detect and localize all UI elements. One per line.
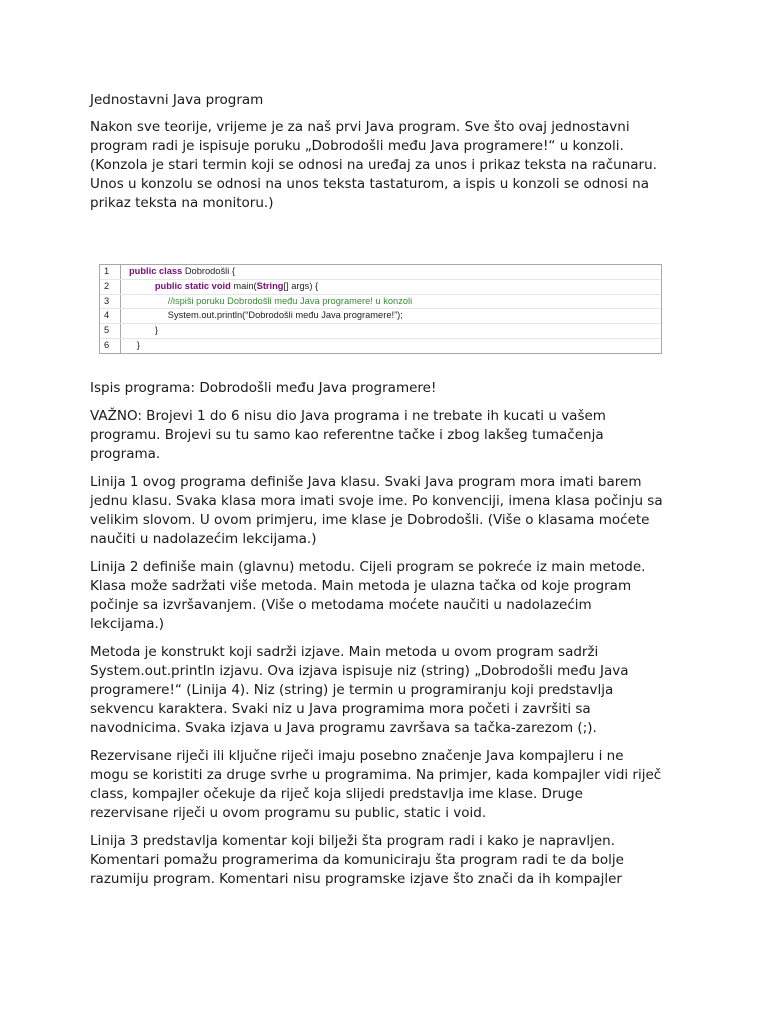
text-line: programa. bbox=[90, 445, 161, 462]
intro-line: program radi je ispisuje poruku „Dobrodošli među Java programere!“ u konzoli. bbox=[90, 138, 624, 154]
text-line: programere!“ (Linija 4). Niz (string) je termin u programiranju koji predstavlja bbox=[90, 681, 614, 698]
keyword: public static void bbox=[154, 280, 231, 291]
intro-line: prikaz teksta na monitoru.) bbox=[90, 195, 274, 211]
text-line: Komentari pomažu programerima da komuniciraju šta program radi te da bolje bbox=[90, 851, 624, 868]
text-line: razumiju program. Komentari nisu programske izjave što znači da ih kompajler bbox=[90, 870, 622, 887]
code-text: System.out.println(“Dobrodošli među Java programere!”); bbox=[167, 310, 403, 321]
intro-line: (Konzola je stari termin koji se odnosi na uređaj za unos i prikaz teksta na računaru. bbox=[90, 157, 657, 173]
line-number: 6 bbox=[100, 339, 121, 353]
text-line: System.out.println izjavu. Ova izjava ispisuje niz (string) „Dobrodošli među Java bbox=[90, 662, 629, 679]
line-number: 5 bbox=[100, 324, 121, 338]
text-line: mogu se koristiti za druge svrhe u programima. Na primjer, kada kompajler vidi riječ bbox=[90, 766, 662, 783]
intro-paragraph bbox=[90, 118, 690, 213]
line-number: 2 bbox=[100, 280, 121, 294]
text-line: class, kompajler očekuje da riječ koja slijedi predstavlja ime klase. Druge bbox=[90, 785, 583, 802]
paragraph-keywords bbox=[90, 747, 690, 823]
text-line: Metoda je konstrukt koji sadrži izjave. Main metoda u ovom program sadrži bbox=[90, 643, 599, 660]
text-line: navodnicima. Svaka izjava u Java programu završava sa tačka-zarezom (;). bbox=[90, 719, 597, 736]
text-line: počinje sa izvršavanjem. (Više o metodama moćete naučiti u nadolazećim bbox=[90, 596, 592, 613]
code-line bbox=[100, 309, 661, 324]
code-comment: //ispiši poruku Dobrodošli među Java programere! u konzoli bbox=[167, 295, 413, 306]
keyword: String bbox=[256, 280, 284, 291]
text-line: Linija 1 ovog programa definiše Java klasu. Svaki Java program mora imati barem bbox=[90, 473, 642, 490]
text-line: Linija 2 definiše main (glavnu) metodu. Cijeli program se pokreće iz main metode. bbox=[90, 558, 646, 575]
document-page bbox=[90, 91, 690, 898]
document-title: Jednostavni Java program bbox=[90, 92, 264, 108]
text-line: rezervisane riječi u ovom programu su public, static i void. bbox=[90, 804, 487, 821]
paragraph-important bbox=[90, 407, 690, 464]
code-text: } bbox=[154, 325, 158, 336]
text-line: lekcijama.) bbox=[90, 615, 165, 632]
text-line: naučiti u nadolazećim lekcijama.) bbox=[90, 530, 317, 547]
code-line bbox=[100, 265, 661, 280]
text-line: programu. Brojevi su tu samo kao referentne tačke i zbog lakšeg tumačenja bbox=[90, 426, 604, 443]
text-line: sekvencu karaktera. Svaki niz u Java programima mora početi i završiti sa bbox=[90, 700, 591, 717]
text-line: VAŽNO: Brojevi 1 do 6 nisu dio Java programa i ne trebate ih kucati u vašem bbox=[90, 407, 606, 424]
code-line bbox=[100, 324, 661, 339]
code-text bbox=[121, 295, 412, 309]
keyword: public class bbox=[129, 266, 183, 276]
code-line bbox=[100, 295, 661, 310]
program-output: Ispis programa: Dobrodošli među Java programere! bbox=[90, 379, 437, 396]
code-line bbox=[100, 280, 661, 295]
paragraph-line2 bbox=[90, 558, 690, 634]
paragraph-method bbox=[90, 643, 690, 738]
text-line: jednu klasu. Svaka klasa mora imati svoje ime. Po konvenciji, imena klasa počinju sa bbox=[90, 492, 663, 509]
text-line: Linija 3 predstavlja komentar koji bilježi šta program radi i kako je napravljen. bbox=[90, 832, 616, 849]
code-listing bbox=[99, 264, 662, 354]
intro-line: Nakon sve teorije, vrijeme je za naš prvi Java program. Sve što ovaj jednostavni bbox=[90, 119, 630, 135]
paragraph-line1 bbox=[90, 473, 690, 549]
paragraph-line3 bbox=[90, 832, 690, 889]
code-text: public class Dobrodošli { bbox=[129, 266, 235, 276]
code-line bbox=[100, 339, 661, 353]
text-line: Rezervisane riječi ili ključne riječi imaju posebno značenje Java kompajleru i ne bbox=[90, 747, 624, 764]
code-text: public static void main(String[] args) { bbox=[154, 280, 319, 291]
text-line: velikim slovom. U ovom primjeru, ime klase je Dobrodošli. (Više o klasama moćete bbox=[90, 511, 650, 528]
line-number: 4 bbox=[100, 309, 121, 323]
intro-line: Unos u konzolu se odnosi na unos teksta tastaturom, a ispis u konzoli se odnosi na bbox=[90, 176, 650, 192]
text-line: Klasa može sadržati više metoda. Main metoda je ulazna tačka od koje program bbox=[90, 577, 632, 594]
line-number: 3 bbox=[100, 295, 121, 309]
code-text: } bbox=[136, 339, 140, 350]
line-number: 1 bbox=[100, 265, 121, 279]
